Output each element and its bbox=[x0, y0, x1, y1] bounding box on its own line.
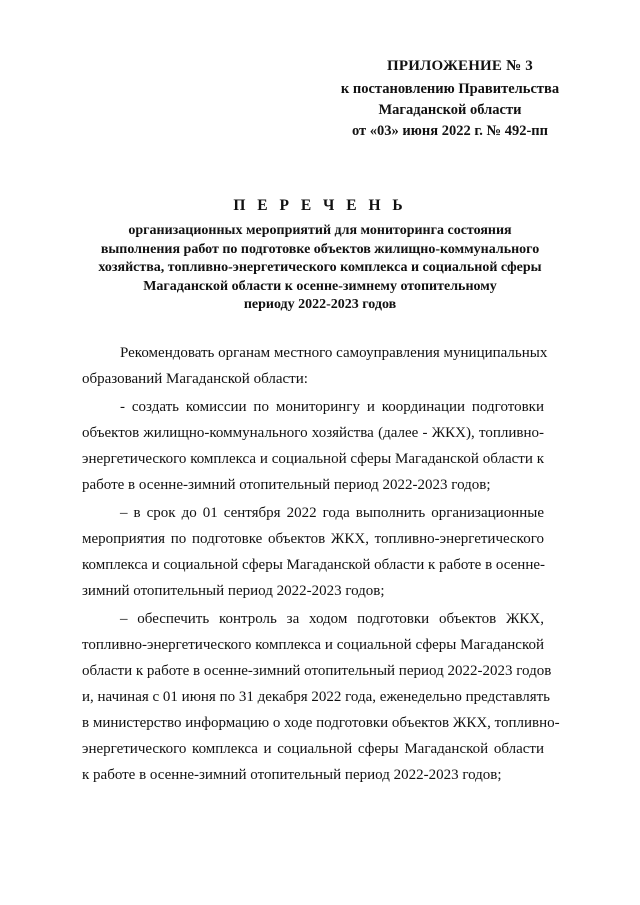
document-title: П Е Р Е Ч Е Н Ь bbox=[233, 197, 407, 214]
body-line: энергетического комплекса и социальной сферы Магаданской области bbox=[82, 741, 544, 757]
body-line: области к работе в осенне-зимний отопительный период 2022-2023 годов bbox=[82, 663, 552, 679]
body-line: объектов жилищно-коммунального хозяйства (далее - ЖКХ), топливно- bbox=[82, 425, 544, 441]
list-item-deadline bbox=[82, 500, 544, 604]
body-line: работе в осенне-зимний отопительный период 2022-2023 годов; bbox=[82, 477, 491, 493]
subtitle-line: Магаданской области к осенне-зимнему отопительному bbox=[143, 278, 497, 294]
appendix-header bbox=[300, 56, 600, 142]
body-line: и, начиная с 01 июня по 31 декабря 2022 года, еженедельно представлять bbox=[82, 689, 550, 705]
body-line: комплекса и социальной сферы Магаданской области к работе в осенне- bbox=[82, 557, 546, 573]
appendix-line-decree: к постановлению Правительства bbox=[340, 81, 560, 97]
body-line: зимний отопительный период 2022-2023 годов; bbox=[82, 583, 385, 599]
body-line: к работе в осенне-зимний отопительный период 2022-2023 годов; bbox=[82, 767, 502, 783]
appendix-line-region: Магаданской области bbox=[378, 102, 522, 118]
list-item-commissions bbox=[82, 394, 544, 498]
body-line: топливно-энергетического комплекса и социальной сферы Магаданской bbox=[82, 637, 544, 653]
appendix-line-date: от «03» июня 2022 г. № 492-пп bbox=[352, 123, 548, 139]
appendix-title: ПРИЛОЖЕНИЕ № 3 bbox=[386, 58, 534, 74]
subtitle-line: организационных мероприятий для мониторинга состояния bbox=[128, 223, 512, 238]
body-line: - создать комиссии по мониторингу и координации подготовки bbox=[120, 399, 544, 415]
intro-paragraph bbox=[82, 340, 548, 392]
body-line: энергетического комплекса и социальной сферы Магаданской области к bbox=[82, 451, 544, 467]
body-line: мероприятия по подготовке объектов ЖКХ, топливно-энергетического bbox=[82, 531, 544, 547]
body-line: – обеспечить контроль за ходом подготовки объектов ЖКХ, bbox=[120, 611, 544, 627]
body-line: в министерство информацию о ходе подготовки объектов ЖКХ, топливно- bbox=[82, 715, 560, 731]
document-body bbox=[82, 340, 560, 788]
subtitle-line: периоду 2022-2023 годов bbox=[243, 297, 397, 312]
body-line: Рекомендовать органам местного самоуправления муниципальных bbox=[120, 345, 548, 361]
subtitle-line: хозяйства, топливно-энергетического комплекса и социальной сферы bbox=[98, 260, 542, 275]
body-line: образований Магаданской области: bbox=[82, 371, 308, 387]
body-line: – в срок до 01 сентября 2022 года выполнить организационные bbox=[120, 505, 544, 521]
subtitle-line: выполнения работ по подготовке объектов жилищно-коммунального bbox=[100, 241, 540, 257]
list-item-control bbox=[82, 606, 560, 788]
document-subtitle bbox=[70, 222, 570, 315]
